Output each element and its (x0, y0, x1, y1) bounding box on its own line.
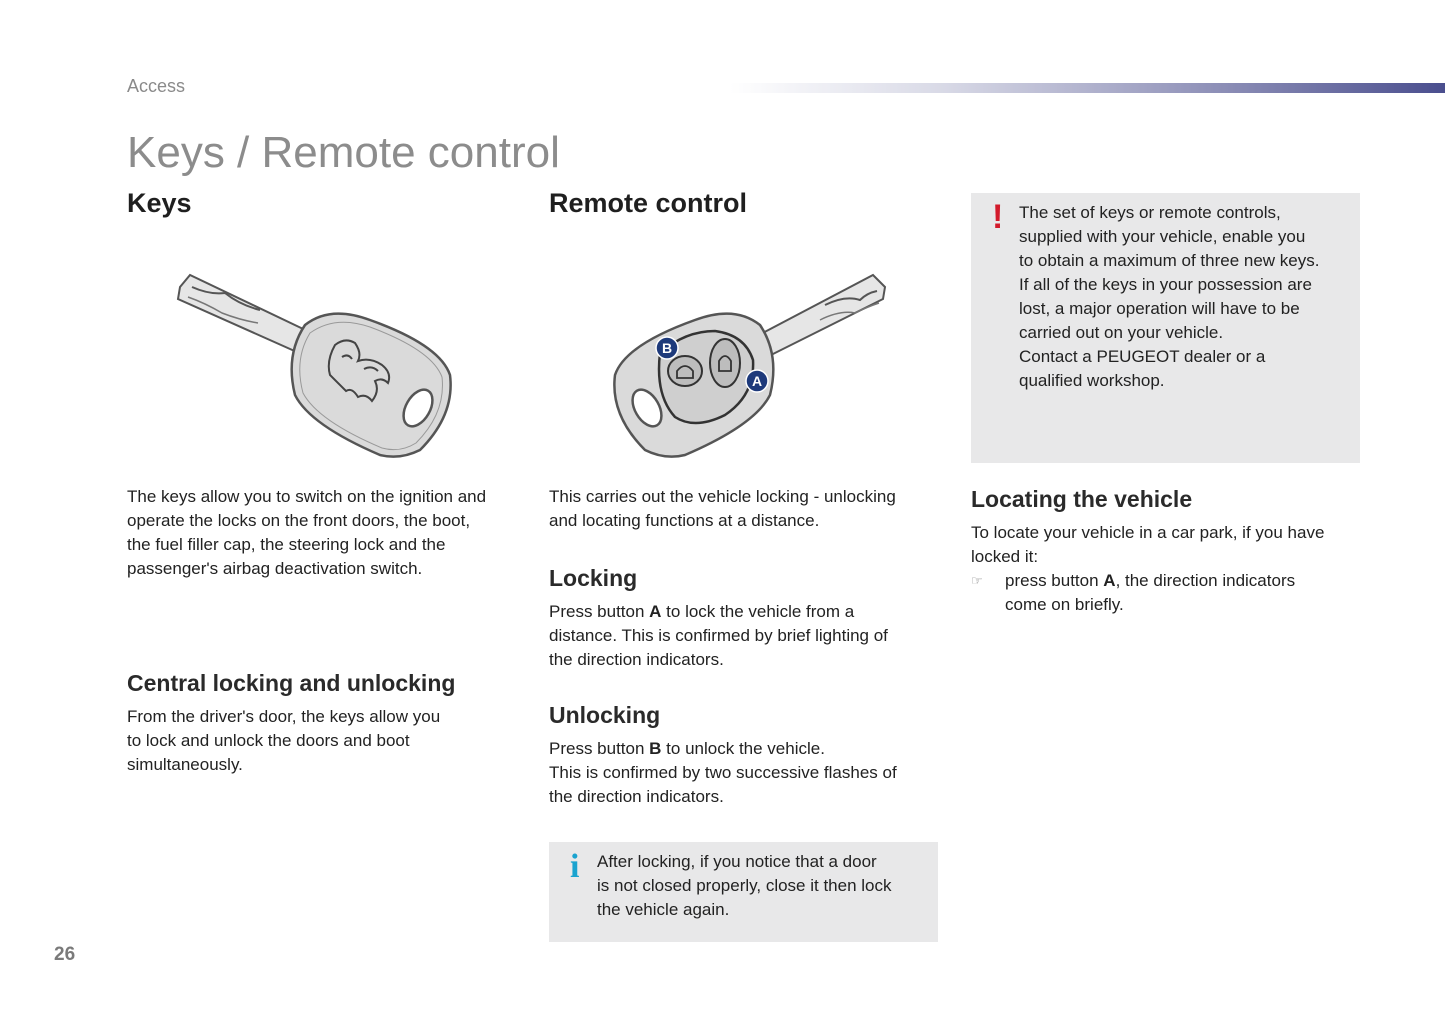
warning-note-line: If all of the keys in your possession are (1019, 275, 1312, 294)
key-head (292, 314, 451, 457)
badge-a-label: A (751, 373, 763, 389)
remote-description (549, 485, 949, 533)
keys-heading: Keys (127, 188, 192, 218)
locking-heading: Locking (549, 565, 638, 591)
warning-note-line: carried out on your vehicle. (1019, 323, 1224, 342)
info-note-text (597, 850, 927, 922)
header-gradient-bar (730, 83, 1445, 93)
remote-key-blade (755, 275, 885, 357)
warning-note-line: lost, a major operation will have to be (1019, 299, 1300, 318)
warning-note-line: Contact a PEUGEOT dealer or a (1019, 347, 1266, 366)
warning-note-line: qualified workshop. (1019, 371, 1165, 390)
locking-line: the direction indicators. (549, 650, 724, 669)
remote-key-illustration (605, 265, 895, 465)
unlock-button-b (668, 356, 702, 386)
badge-b (656, 337, 678, 359)
central-locking-text (127, 705, 507, 777)
remote-description-line: and locating functions at a distance. (549, 511, 820, 530)
central-locking-line: From the driver's door, the keys allow you (127, 707, 441, 726)
keys-description-line: the fuel filler cap, the steering lock and the (127, 535, 446, 554)
remote-description-line: This carries out the vehicle locking - unlocking (549, 487, 896, 506)
badge-b-label: B (661, 340, 673, 356)
lock-button-a (710, 339, 740, 387)
keys-description (127, 485, 527, 581)
unlocking-button-ref: B (649, 739, 662, 758)
warning-note-text (1019, 201, 1354, 393)
section-label: Access (127, 76, 186, 96)
locking-button-ref: A (649, 602, 662, 621)
locating-bullet-part: press button (1005, 571, 1104, 590)
warning-note-line: supplied with your vehicle, enable you (1019, 227, 1306, 246)
warning-exclamation-icon: ! (992, 198, 1004, 236)
keys-description-line: operate the locks on the front doors, the boot, (127, 511, 471, 530)
page-title: Keys / Remote control (127, 128, 560, 177)
page-number: 26 (54, 944, 76, 965)
central-locking-heading: Central locking and unlocking (127, 670, 456, 696)
remote-control-heading: Remote control (549, 188, 748, 218)
badge-a (746, 370, 768, 392)
warning-note-line: to obtain a maximum of three new keys. (1019, 251, 1320, 270)
central-locking-line: simultaneously. (127, 755, 243, 774)
info-note-line: the vehicle again. (597, 900, 730, 919)
unlocking-line: the direction indicators. (549, 787, 724, 806)
locking-line (549, 600, 949, 624)
locating-line: To locate your vehicle in a car park, if you have (971, 523, 1325, 542)
unlocking-heading: Unlocking (549, 702, 661, 728)
locating-button-ref: A (1103, 571, 1116, 590)
pointing-hand-icon: ☞ (971, 573, 983, 588)
unlocking-text-part: to unlock the vehicle. (661, 739, 825, 758)
locking-text-part: Press button (549, 602, 650, 621)
locating-line: locked it: (971, 547, 1039, 566)
info-note-line: is not closed properly, close it then lock (597, 876, 892, 895)
info-note-line: After locking, if you notice that a door (597, 852, 877, 871)
locating-text (971, 521, 1371, 569)
key-illustration (170, 265, 460, 465)
info-icon: i (570, 848, 580, 885)
locating-bullet (971, 569, 1361, 617)
unlocking-text (549, 737, 949, 809)
keys-description-line: passenger's airbag deactivation switch. (127, 559, 423, 578)
warning-note-line: The set of keys or remote controls, (1019, 203, 1281, 222)
locating-bullet-part: , the direction indicators (1115, 571, 1296, 590)
locating-bullet-line: come on briefly. (1005, 595, 1124, 614)
locating-bullet-line (1005, 569, 1361, 593)
keys-description-line: The keys allow you to switch on the ignition and (127, 487, 487, 506)
locking-line: distance. This is confirmed by brief lighting of (549, 626, 888, 645)
unlocking-line (549, 737, 949, 761)
locating-heading: Locating the vehicle (971, 486, 1193, 512)
unlocking-line: This is confirmed by two successive flashes of (549, 763, 897, 782)
central-locking-line: to lock and unlock the doors and boot (127, 731, 410, 750)
unlocking-text-part: Press button (549, 739, 650, 758)
locking-text-part: to lock the vehicle from a (661, 602, 855, 621)
locking-text (549, 600, 949, 672)
